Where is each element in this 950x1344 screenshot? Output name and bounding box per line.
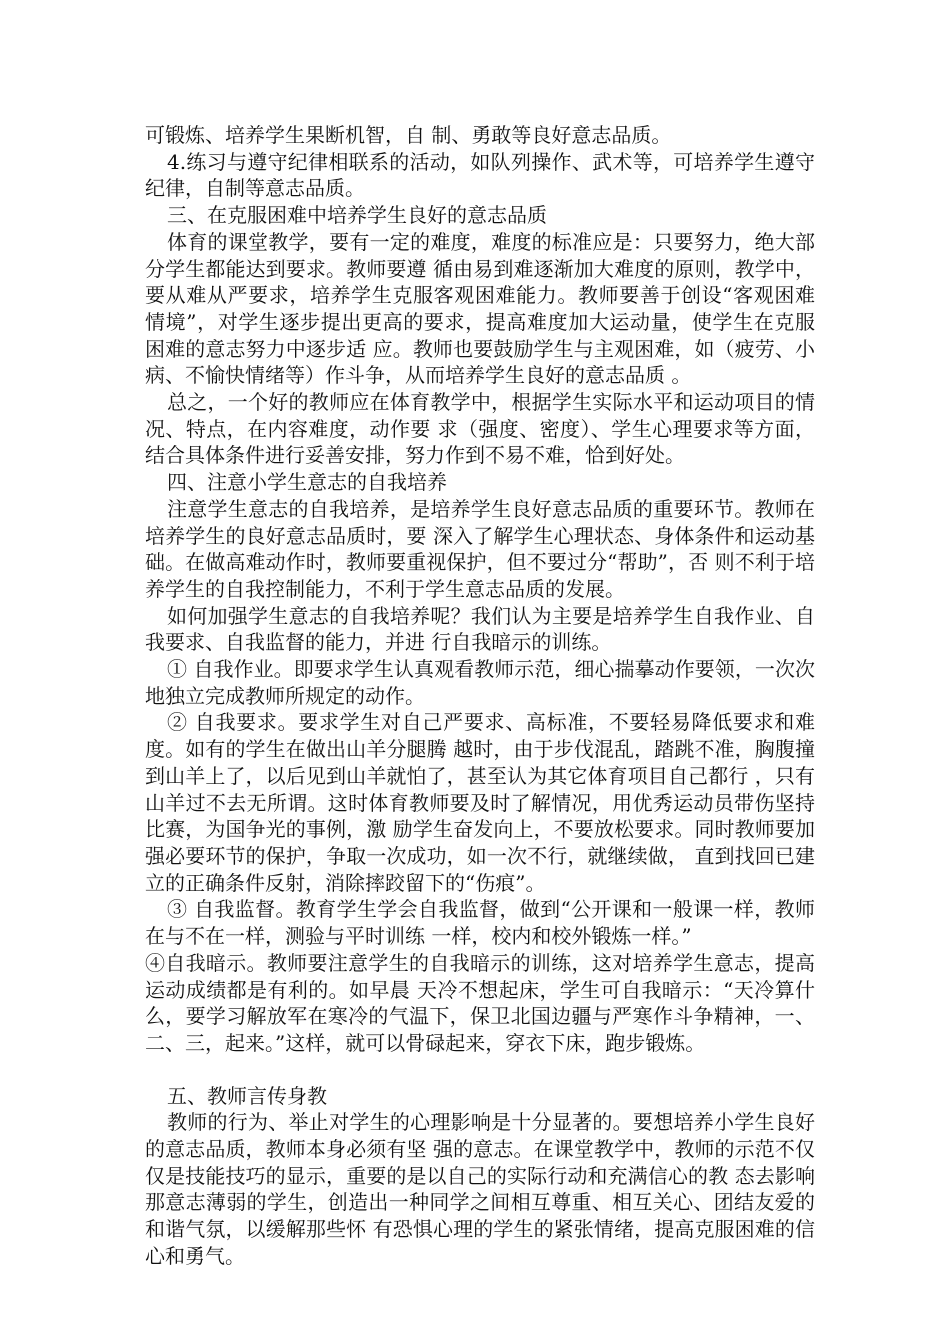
section-heading-3: 三、在克服困难中培养学生良好的意志品质 — [167, 203, 547, 228]
paragraph-summary: 总之，一个好的教师应在体育教学中，根据学生实际水平和运动项目的情况、特点，在内容难度，动作要 求（强度、密度）、学生心理要求等方面，结合具体条件进行妥善安排，努力作到不易不难，恰到好处。 — [145, 390, 815, 468]
paragraph-self-suggestion: ④自我暗示。教师要注意学生的自我暗示的训练，这对培养学生意志，提高运动成绩都是有利的。如早晨 天冷不想起床，学生可自我暗示：“天冷算什么，要学习解放军在寒冷的气温下，保卫北国边疆与严寒作斗争精神，一、二、三，起来。”这样，就可以骨碌起来，穿衣下床，跑步锻炼。 — [145, 950, 815, 1055]
paragraph-item-4: 4.练习与遵守纪律相联系的活动，如队列操作、武术等，可培养学生遵守纪律，自制等意志品质。 — [145, 149, 815, 201]
paragraph-self-requirement: ② 自我要求。要求学生对自己严要求、高标准，不要轻易降低要求和难度。如有的学生在做出山羊分腿腾 越时，由于步伐混乱，踏跳不准，胸腹撞到山羊上了，以后见到山羊就怕了，甚至认为其它体育项目自己都行 ，只有山羊过不去无所谓。这时体育教师要及时了解情况，用优秀运动员带伤坚持比赛，为国争光的事例，激 励学生奋发向上，不要放松要求。同时教师要加强必要环节的保护，争取一次成功，如一次不行，就继续做， 直到找回已建立的正确条件反射，消除摔跤留下的“伤痕”。 — [145, 710, 815, 895]
section-heading-5: 五、教师言传身教 — [167, 1083, 327, 1108]
paragraph-self-practice: ① 自我作业。即要求学生认真观看教师示范，细心揣摹动作要领，一次次地独立完成教师所规定的动作。 — [145, 657, 815, 708]
paragraph-difficulty: 体育的课堂教学，要有一定的难度，难度的标准应是：只要努力，绝大部分学生都能达到要求。教师要遵 循由易到难逐渐加大难度的原则，教学中，要从难从严要求，培养学生克服客观困难能力。教师要善于创设“客观困难情境”，对学生逐步提出更高的要求，提高难度加大运动量，使学生在克服困难的意志努力中逐步适 应。教师也要鼓励学生与主观困难，如（疲劳、小病、不愉快情绪等）作斗争，从而培养学生良好的意志品质 。 — [145, 229, 815, 388]
paragraph-teacher-example: 教师的行为、举止对学生的心理影响是十分显著的。要想培养小学生良好的意志品质，教师本身必须有坚 强的意志。在课堂教学中，教师的示范不仅仅是技能技巧的显示，重要的是以自己的实际行动和充满信心的教 态去影响那意志薄弱的学生，创造出一种同学之间相互尊重、相互关心、团结友爱的和谐气氛，以缓解那些怀 有恐惧心理的学生的紧张情绪，提高克服困难的信心和勇气。 — [145, 1110, 815, 1268]
paragraph-how-to-strengthen: 如何加强学生意志的自我培养呢？我们认为主要是培养学生自我作业、自我要求、自我监督的能力，并进 行自我暗示的训练。 — [145, 603, 815, 655]
paragraph-spacer — [145, 1057, 815, 1083]
paragraph-self-supervision: ③ 自我监督。教育学生学会自我监督，做到“公开课和一般课一样，教师在与不在一样，测验与平时训练 一样，校内和校外锻炼一样。” — [145, 897, 815, 949]
document-page — [145, 122, 815, 1270]
section-heading-4: 四、注意小学生意志的自我培养 — [167, 470, 447, 495]
paragraph-self-cultivation: 注意学生意志的自我培养，是培养学生良好意志品质的重要环节。教师在培养学生的良好意志品质时，要 深入了解学生心理状态、身体条件和运动基础。在做高难动作时，教师要重视保护，但不要过分“帮助”，否 则不利于培养学生的自我控制能力，不利于学生意志品质的发展。 — [145, 496, 815, 601]
paragraph-continuation: 可锻炼、培养学生果断机智，自 制、勇敢等良好意志品质。 — [145, 123, 672, 147]
